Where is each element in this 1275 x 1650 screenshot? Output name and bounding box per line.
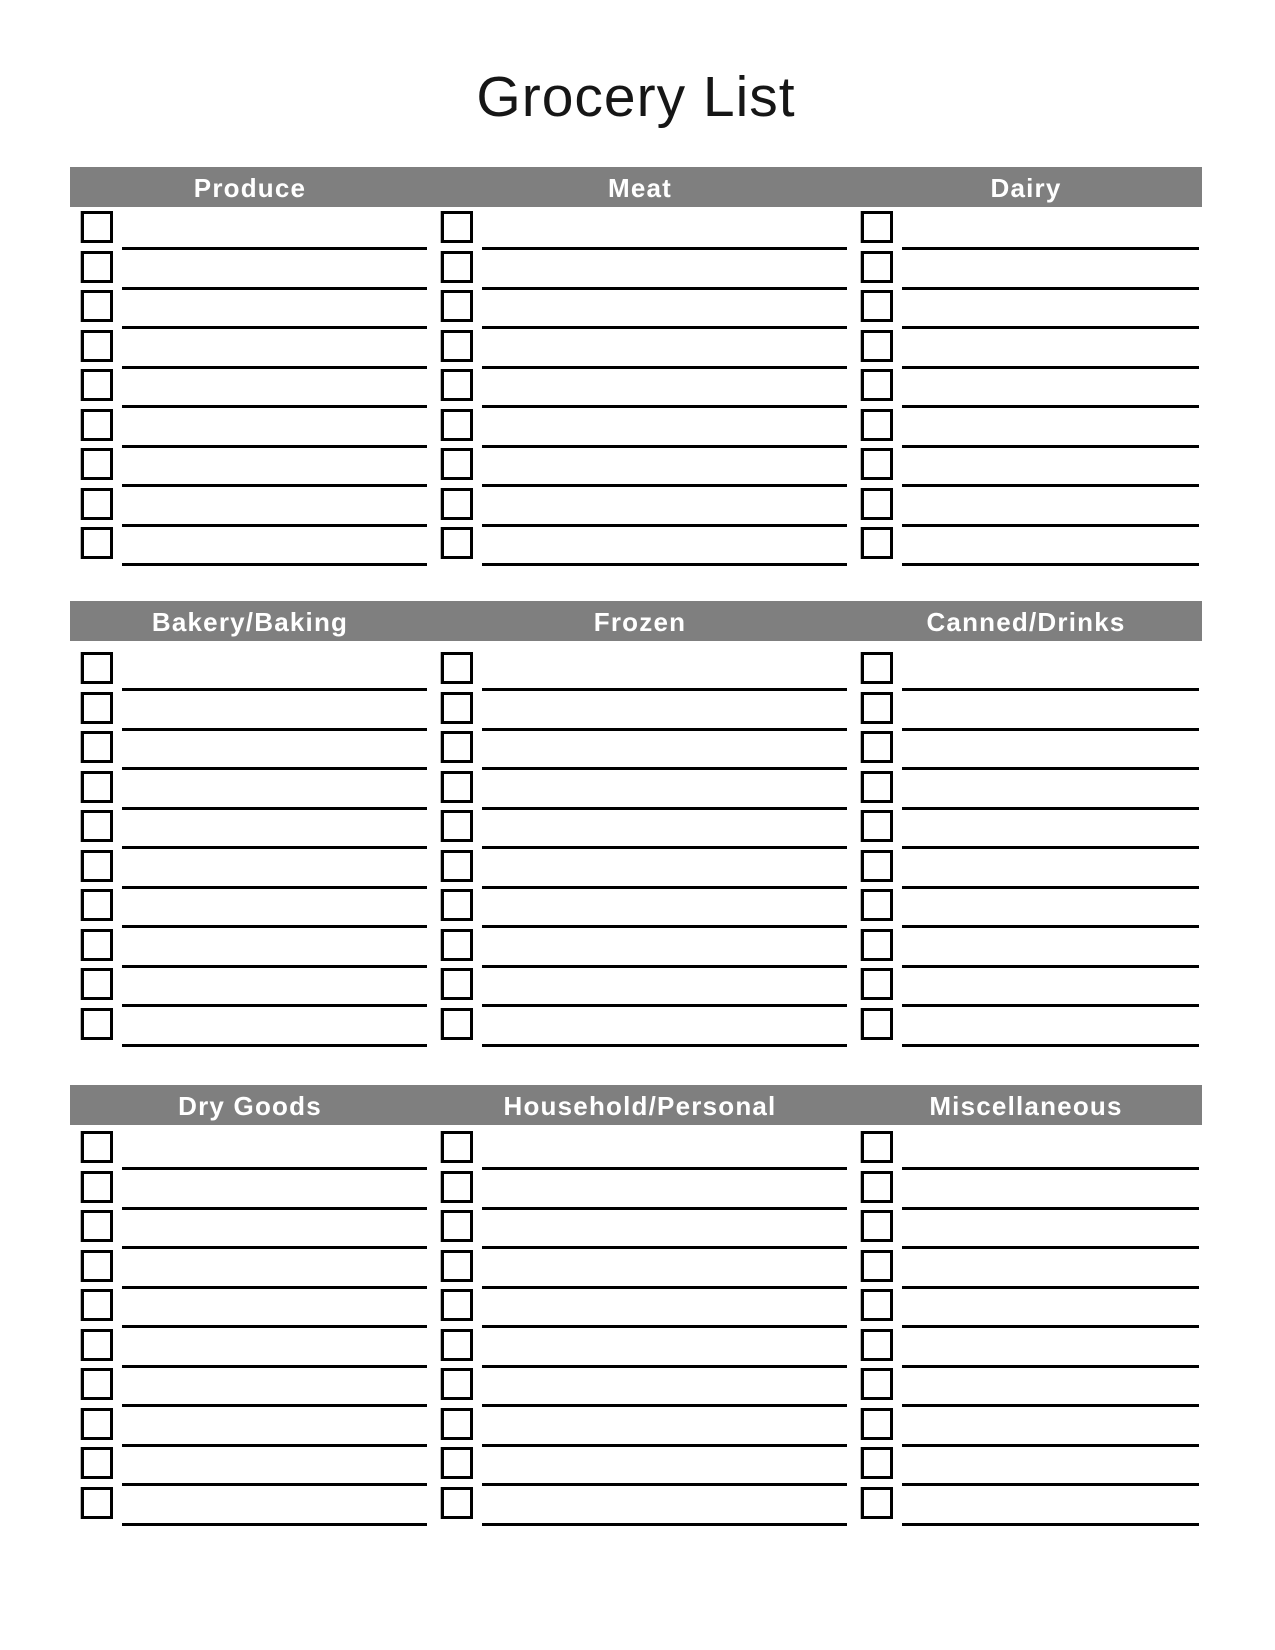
item-checkbox[interactable] xyxy=(441,1289,473,1321)
item-checkbox[interactable] xyxy=(441,1131,473,1163)
item-write-line[interactable] xyxy=(482,1044,847,1047)
item-checkbox[interactable] xyxy=(81,731,113,763)
checklist-row xyxy=(70,968,1202,1008)
checklist-cell xyxy=(850,652,1202,692)
item-checkbox[interactable] xyxy=(861,290,893,322)
checklist-cell xyxy=(70,1210,430,1250)
item-checkbox[interactable] xyxy=(81,211,113,243)
item-checkbox[interactable] xyxy=(861,889,893,921)
checklist-cell xyxy=(850,1008,1202,1048)
item-checkbox[interactable] xyxy=(441,731,473,763)
checklist-cell xyxy=(850,1487,1202,1527)
checklist-cell xyxy=(70,1408,430,1448)
checklist-cell xyxy=(850,409,1202,449)
checklist-cell xyxy=(850,488,1202,528)
checklist-cell xyxy=(70,1368,430,1408)
checklist-cell xyxy=(430,1329,850,1369)
item-checkbox[interactable] xyxy=(81,330,113,362)
checklist-row xyxy=(70,1368,1202,1408)
item-checkbox[interactable] xyxy=(861,1131,893,1163)
checklist-cell xyxy=(70,731,430,771)
item-write-line[interactable] xyxy=(482,1523,847,1526)
item-checkbox[interactable] xyxy=(441,929,473,961)
checklist-row xyxy=(70,731,1202,771)
item-checkbox[interactable] xyxy=(441,409,473,441)
item-write-line[interactable] xyxy=(902,563,1199,566)
column-header-frozen: Frozen xyxy=(593,607,687,637)
checklist-row xyxy=(70,211,1202,251)
item-checkbox[interactable] xyxy=(81,290,113,322)
checklist-cell xyxy=(70,1329,430,1369)
item-checkbox[interactable] xyxy=(81,889,113,921)
column-header-produce: Produce xyxy=(193,173,307,203)
checklist-cell xyxy=(850,527,1202,567)
item-checkbox[interactable] xyxy=(441,1171,473,1203)
item-checkbox[interactable] xyxy=(861,652,893,684)
item-checkbox[interactable] xyxy=(861,527,893,559)
checklist-cell xyxy=(430,527,850,567)
item-checkbox[interactable] xyxy=(81,409,113,441)
checklist-cell xyxy=(70,850,430,890)
checklist-cell xyxy=(430,692,850,732)
checklist-row xyxy=(70,527,1202,567)
checklist-row xyxy=(70,889,1202,929)
item-checkbox[interactable] xyxy=(81,1171,113,1203)
checklist-cell xyxy=(70,290,430,330)
checklist-cell xyxy=(70,1171,430,1211)
item-checkbox[interactable] xyxy=(81,771,113,803)
item-write-line[interactable] xyxy=(482,563,847,566)
checklist-cell xyxy=(70,1131,430,1171)
checklist-cell xyxy=(70,1289,430,1329)
section-produce-meat-dairy xyxy=(70,167,1202,567)
checklist-cell xyxy=(70,448,430,488)
item-write-line[interactable] xyxy=(902,1523,1199,1526)
checklist-cell xyxy=(850,1447,1202,1487)
item-checkbox[interactable] xyxy=(441,968,473,1000)
checklist-row xyxy=(70,1408,1202,1448)
item-checkbox[interactable] xyxy=(441,290,473,322)
item-checkbox[interactable] xyxy=(441,1368,473,1400)
checklist-cell xyxy=(70,409,430,449)
item-checkbox[interactable] xyxy=(861,1171,893,1203)
column-header-meat: Meat xyxy=(607,173,673,203)
item-checkbox[interactable] xyxy=(861,1487,893,1519)
checklist-cell xyxy=(430,1447,850,1487)
item-checkbox[interactable] xyxy=(861,731,893,763)
checklist-cell xyxy=(430,1008,850,1048)
checklist-rows xyxy=(70,211,1202,567)
checklist-cell xyxy=(70,330,430,370)
checklist-cell xyxy=(70,1008,430,1048)
item-checkbox[interactable] xyxy=(861,968,893,1000)
checklist-cell xyxy=(70,1447,430,1487)
item-checkbox[interactable] xyxy=(441,448,473,480)
checklist-cell xyxy=(850,330,1202,370)
item-checkbox[interactable] xyxy=(81,1210,113,1242)
item-checkbox[interactable] xyxy=(861,1210,893,1242)
checklist-row xyxy=(70,448,1202,488)
item-checkbox[interactable] xyxy=(441,889,473,921)
item-checkbox[interactable] xyxy=(861,1289,893,1321)
item-checkbox[interactable] xyxy=(861,692,893,724)
item-checkbox[interactable] xyxy=(441,211,473,243)
item-checkbox[interactable] xyxy=(441,1447,473,1479)
column-header-canned-drinks: Canned/Drinks xyxy=(926,607,1126,637)
item-checkbox[interactable] xyxy=(441,527,473,559)
checklist-cell xyxy=(430,1250,850,1290)
checklist-cell xyxy=(850,731,1202,771)
checklist-cell xyxy=(850,1368,1202,1408)
item-checkbox[interactable] xyxy=(441,1210,473,1242)
checklist-row xyxy=(70,1008,1202,1048)
item-checkbox[interactable] xyxy=(81,692,113,724)
item-checkbox[interactable] xyxy=(861,850,893,882)
item-checkbox[interactable] xyxy=(81,1289,113,1321)
checklist-row xyxy=(70,1250,1202,1290)
checklist-cell xyxy=(850,1289,1202,1329)
checklist-cell xyxy=(430,1131,850,1171)
checklist-rows xyxy=(70,652,1202,1047)
checklist-cell xyxy=(70,692,430,732)
checklist-cell xyxy=(70,652,430,692)
checklist-row xyxy=(70,409,1202,449)
checklist-rows xyxy=(70,1131,1202,1526)
checklist-row xyxy=(70,929,1202,969)
item-checkbox[interactable] xyxy=(861,409,893,441)
item-checkbox[interactable] xyxy=(861,1408,893,1440)
checklist-cell xyxy=(430,251,850,291)
item-checkbox[interactable] xyxy=(861,1368,893,1400)
item-checkbox[interactable] xyxy=(81,968,113,1000)
item-checkbox[interactable] xyxy=(861,488,893,520)
item-write-line[interactable] xyxy=(122,563,427,566)
checklist-cell xyxy=(430,330,850,370)
checklist-cell xyxy=(850,369,1202,409)
item-checkbox[interactable] xyxy=(81,488,113,520)
item-checkbox[interactable] xyxy=(861,1447,893,1479)
column-header-miscellaneous: Miscellaneous xyxy=(929,1091,1123,1121)
checklist-cell xyxy=(430,211,850,251)
item-checkbox[interactable] xyxy=(861,929,893,961)
column-header-dry-goods: Dry Goods xyxy=(178,1091,322,1121)
page-title: Grocery List xyxy=(476,65,796,129)
item-checkbox[interactable] xyxy=(81,652,113,684)
checklist-cell xyxy=(430,409,850,449)
checklist-cell xyxy=(70,488,430,528)
checklist-cell xyxy=(430,968,850,1008)
checklist-row xyxy=(70,1329,1202,1369)
checklist-cell xyxy=(430,369,850,409)
item-checkbox[interactable] xyxy=(81,369,113,401)
checklist-cell xyxy=(430,771,850,811)
checklist-cell xyxy=(430,850,850,890)
checklist-cell xyxy=(430,488,850,528)
checklist-cell xyxy=(430,1171,850,1211)
section-header-bar xyxy=(70,601,1202,641)
item-checkbox[interactable] xyxy=(81,1487,113,1519)
column-header-dairy: Dairy xyxy=(990,173,1062,203)
checklist-row xyxy=(70,1210,1202,1250)
item-checkbox[interactable] xyxy=(861,1250,893,1282)
checklist-cell xyxy=(850,929,1202,969)
item-checkbox[interactable] xyxy=(441,1008,473,1040)
item-checkbox[interactable] xyxy=(81,1368,113,1400)
item-checkbox[interactable] xyxy=(441,330,473,362)
checklist-cell xyxy=(430,1289,850,1329)
checklist-row xyxy=(70,652,1202,692)
item-checkbox[interactable] xyxy=(81,527,113,559)
checklist-cell xyxy=(850,290,1202,330)
item-checkbox[interactable] xyxy=(441,369,473,401)
checklist-row xyxy=(70,1171,1202,1211)
checklist-row xyxy=(70,290,1202,330)
item-checkbox[interactable] xyxy=(441,488,473,520)
item-checkbox[interactable] xyxy=(81,1008,113,1040)
section-header-bar xyxy=(70,167,1202,207)
item-checkbox[interactable] xyxy=(441,1487,473,1519)
item-checkbox[interactable] xyxy=(81,1447,113,1479)
checklist-cell xyxy=(70,889,430,929)
checklist-row xyxy=(70,692,1202,732)
item-checkbox[interactable] xyxy=(441,1408,473,1440)
item-checkbox[interactable] xyxy=(441,850,473,882)
checklist-cell xyxy=(850,211,1202,251)
checklist-cell xyxy=(430,889,850,929)
item-checkbox[interactable] xyxy=(81,1131,113,1163)
item-checkbox[interactable] xyxy=(861,1008,893,1040)
item-checkbox[interactable] xyxy=(81,251,113,283)
column-header-household-personal: Household/Personal xyxy=(503,1091,777,1121)
item-checkbox[interactable] xyxy=(81,1329,113,1361)
checklist-cell xyxy=(70,810,430,850)
item-write-line[interactable] xyxy=(122,1044,427,1047)
checklist-row xyxy=(70,810,1202,850)
checklist-cell xyxy=(70,369,430,409)
item-checkbox[interactable] xyxy=(81,1250,113,1282)
item-checkbox[interactable] xyxy=(441,251,473,283)
item-checkbox[interactable] xyxy=(861,330,893,362)
checklist-cell xyxy=(850,1250,1202,1290)
checklist-cell xyxy=(850,1131,1202,1171)
checklist-cell xyxy=(850,1408,1202,1448)
checklist-cell xyxy=(430,1408,850,1448)
checklist-cell xyxy=(850,1329,1202,1369)
checklist-cell xyxy=(430,1487,850,1527)
checklist-cell xyxy=(430,810,850,850)
item-checkbox[interactable] xyxy=(441,1329,473,1361)
item-write-line[interactable] xyxy=(122,1523,427,1526)
checklist-cell xyxy=(70,211,430,251)
checklist-cell xyxy=(430,731,850,771)
item-checkbox[interactable] xyxy=(861,810,893,842)
item-checkbox[interactable] xyxy=(81,1408,113,1440)
item-checkbox[interactable] xyxy=(861,211,893,243)
checklist-cell xyxy=(850,1171,1202,1211)
item-checkbox[interactable] xyxy=(81,929,113,961)
checklist-cell xyxy=(70,251,430,291)
section-drygoods-household-misc xyxy=(70,1085,1202,1526)
column-header-bakery-baking: Bakery/Baking xyxy=(151,607,349,637)
section-header-bar xyxy=(70,1085,1202,1125)
checklist-row xyxy=(70,251,1202,291)
checklist-cell xyxy=(850,1210,1202,1250)
checklist-row xyxy=(70,1447,1202,1487)
item-checkbox[interactable] xyxy=(441,652,473,684)
checklist-cell xyxy=(850,850,1202,890)
section-bakery-frozen-canned xyxy=(70,601,1202,1047)
item-checkbox[interactable] xyxy=(441,771,473,803)
checklist-cell xyxy=(430,290,850,330)
item-checkbox[interactable] xyxy=(441,810,473,842)
checklist-cell xyxy=(70,1250,430,1290)
checklist-cell xyxy=(70,929,430,969)
checklist-row xyxy=(70,1487,1202,1527)
item-checkbox[interactable] xyxy=(441,1250,473,1282)
checklist-cell xyxy=(850,771,1202,811)
checklist-cell xyxy=(430,1210,850,1250)
checklist-row xyxy=(70,771,1202,811)
checklist-cell xyxy=(850,968,1202,1008)
checklist-cell xyxy=(850,889,1202,929)
checklist-cell xyxy=(430,929,850,969)
checklist-cell xyxy=(430,1368,850,1408)
item-checkbox[interactable] xyxy=(861,369,893,401)
item-write-line[interactable] xyxy=(902,1044,1199,1047)
checklist-cell xyxy=(850,251,1202,291)
checklist-row xyxy=(70,1289,1202,1329)
checklist-cell xyxy=(850,692,1202,732)
item-checkbox[interactable] xyxy=(441,692,473,724)
checklist-cell xyxy=(430,448,850,488)
item-checkbox[interactable] xyxy=(81,850,113,882)
item-checkbox[interactable] xyxy=(81,448,113,480)
checklist-cell xyxy=(70,968,430,1008)
checklist-cell xyxy=(70,771,430,811)
checklist-row xyxy=(70,369,1202,409)
checklist-cell xyxy=(850,810,1202,850)
checklist-row xyxy=(70,1131,1202,1171)
item-checkbox[interactable] xyxy=(861,251,893,283)
item-checkbox[interactable] xyxy=(861,448,893,480)
checklist-cell xyxy=(70,1487,430,1527)
item-checkbox[interactable] xyxy=(81,810,113,842)
item-checkbox[interactable] xyxy=(861,1329,893,1361)
checklist-row xyxy=(70,850,1202,890)
checklist-cell xyxy=(430,652,850,692)
checklist-cell xyxy=(70,527,430,567)
checklist-row xyxy=(70,330,1202,370)
checklist-row xyxy=(70,488,1202,528)
item-checkbox[interactable] xyxy=(861,771,893,803)
checklist-cell xyxy=(850,448,1202,488)
